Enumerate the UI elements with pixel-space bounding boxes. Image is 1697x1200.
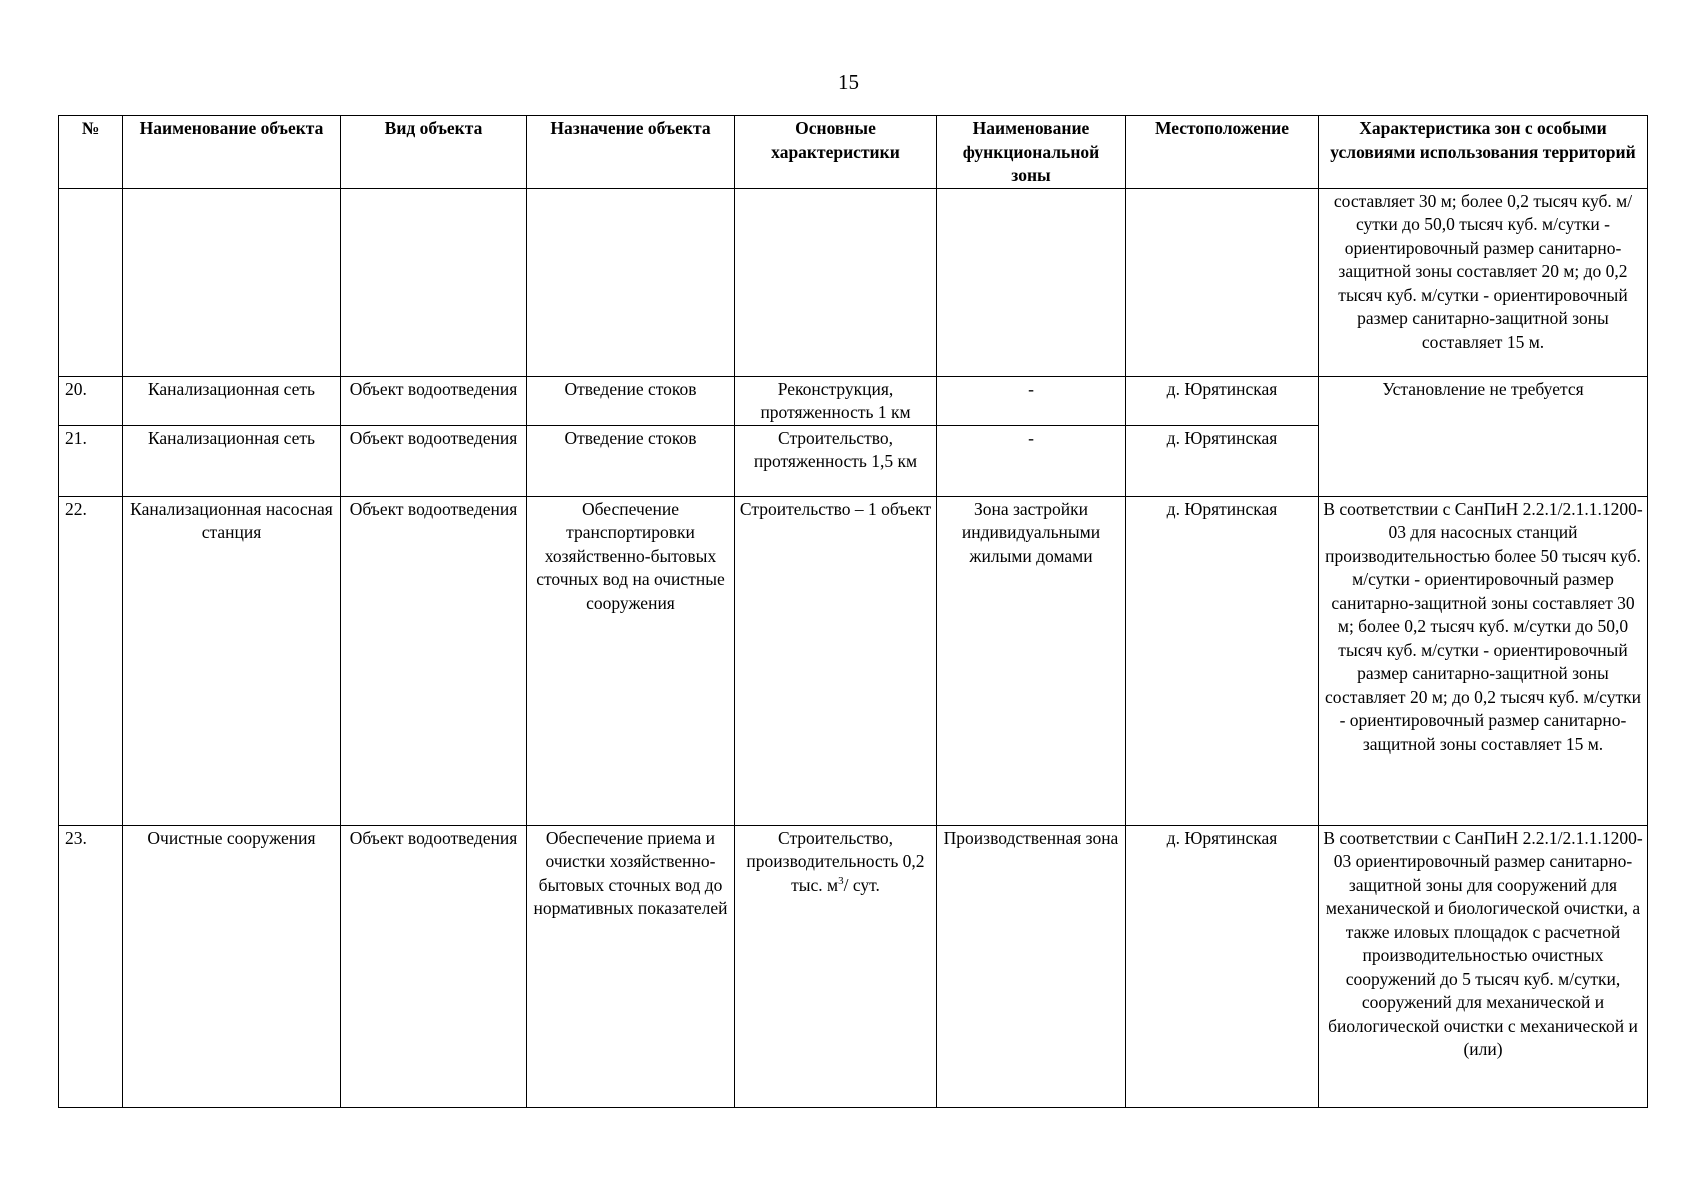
cell-restrictions: Установление не требуется bbox=[1319, 376, 1648, 496]
table-header-row bbox=[59, 116, 1648, 189]
cell-empty bbox=[341, 188, 527, 376]
cell-empty bbox=[123, 188, 341, 376]
table-row bbox=[59, 496, 1648, 825]
header-purpose: Назначение объекта bbox=[527, 116, 735, 189]
cell-location: д. Юрятинская bbox=[1126, 376, 1319, 425]
header-type: Вид объекта bbox=[341, 116, 527, 189]
header-characteristics: Основные характеристики bbox=[735, 116, 937, 189]
header-location: Местоположение bbox=[1126, 116, 1319, 189]
cell-restrictions-continuation: составляет 30 м; более 0,2 тысяч куб. м/сутки до 50,0 тысяч куб. м/сутки - ориентировочный размер санитарно-защитной зоны составляет 20 м; до 0,2 тысяч куб. м/сутки - ориентировочный размер санитарно-защитной зоны составляет 15 м. bbox=[1319, 188, 1648, 376]
cell-name: Канализационная сеть bbox=[123, 376, 341, 425]
cell-num: 22. bbox=[59, 496, 123, 825]
cell-characteristics: Строительство, протяженность 1,5 км bbox=[735, 425, 937, 496]
cell-location: д. Юрятинская bbox=[1126, 496, 1319, 825]
cell-zone: Зона застройки индивидуальными жилыми домами bbox=[937, 496, 1126, 825]
table-row-continuation bbox=[59, 188, 1648, 376]
cell-name: Канализационная сеть bbox=[123, 425, 341, 496]
cell-empty bbox=[527, 188, 735, 376]
header-zone: Наименование функциональной зоны bbox=[937, 116, 1126, 189]
header-name: Наименование объекта bbox=[123, 116, 341, 189]
cell-empty bbox=[1126, 188, 1319, 376]
cell-characteristics bbox=[735, 825, 937, 1107]
cell-zone: Производственная зона bbox=[937, 825, 1126, 1107]
characteristics-superscript: 3 bbox=[838, 874, 844, 887]
characteristics-text: Строительство, производительность 0,2 тыс. м bbox=[746, 827, 925, 895]
header-restrictions: Характеристика зон с особыми условиями использования территорий bbox=[1319, 116, 1648, 189]
cell-empty bbox=[735, 188, 937, 376]
page-number: 15 bbox=[838, 70, 859, 94]
cell-characteristics: Строительство – 1 объект bbox=[735, 496, 937, 825]
table-row bbox=[59, 825, 1648, 1107]
cell-type: Объект водоотведения bbox=[341, 376, 527, 425]
cell-purpose: Отведение стоков bbox=[527, 376, 735, 425]
cell-name: Очистные сооружения bbox=[123, 825, 341, 1107]
table-row bbox=[59, 376, 1648, 425]
header-num: № bbox=[59, 116, 123, 189]
cell-num: 20. bbox=[59, 376, 123, 425]
cell-empty bbox=[937, 188, 1126, 376]
cell-type: Объект водоотведения bbox=[341, 496, 527, 825]
cell-purpose: Обеспечение приема и очистки хозяйственно-бытовых сточных вод до нормативных показателей bbox=[527, 825, 735, 1107]
cell-restrictions: В соответствии с СанПиН 2.2.1/2.1.1.1200-03 для насосных станций производительностью более 50 тысяч куб. м/сутки - ориентировочный размер санитарно-защитной зоны составляет 30 м; более 0,2 тысяч куб. м/сутки до 50,0 тысяч куб. м/сутки - ориентировочный размер санитарно-защитной зоны составляет 20 м; до 0,2 тысяч куб. м/сутки - ориентировочный размер санитарно-защитной зоны составляет 15 м. bbox=[1319, 496, 1648, 825]
cell-zone: - bbox=[937, 376, 1126, 425]
cell-empty bbox=[59, 188, 123, 376]
cell-location: д. Юрятинская bbox=[1126, 825, 1319, 1107]
cell-name: Канализационная насосная станция bbox=[123, 496, 341, 825]
cell-restrictions: В соответствии с СанПиН 2.2.1/2.1.1.1200-03 ориентировочный размер санитарно-защитной зоны для сооружений для механической и биологической очистки, а также иловых площадок с расчетной производительностью очистных сооружений до 5 тысяч куб. м/сутки, сооружений для механической и биологической очистки с механической и (или) bbox=[1319, 825, 1648, 1107]
cell-characteristics: Реконструкция, протяженность 1 км bbox=[735, 376, 937, 425]
cell-type: Объект водоотведения bbox=[341, 425, 527, 496]
cell-num: 23. bbox=[59, 825, 123, 1107]
objects-table bbox=[58, 115, 1648, 1108]
cell-zone: - bbox=[937, 425, 1126, 496]
cell-num: 21. bbox=[59, 425, 123, 496]
cell-purpose: Отведение стоков bbox=[527, 425, 735, 496]
characteristics-unit: / сут. bbox=[843, 874, 880, 895]
cell-purpose: Обеспечение транспортировки хозяйственно-бытовых сточных вод на очистные сооружения bbox=[527, 496, 735, 825]
cell-location: д. Юрятинская bbox=[1126, 425, 1319, 496]
cell-type: Объект водоотведения bbox=[341, 825, 527, 1107]
